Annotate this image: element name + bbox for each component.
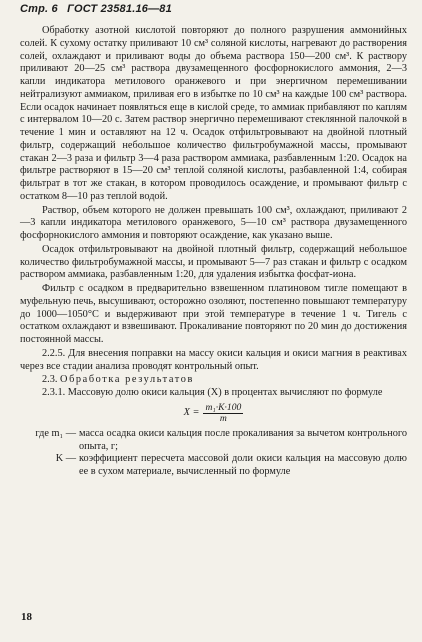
section-number: 2.3. — [42, 374, 58, 386]
document-body — [20, 25, 407, 479]
page-header — [20, 3, 178, 15]
formula-denominator: m — [219, 412, 227, 424]
definition-m1 — [20, 428, 407, 454]
page-number: 18 — [21, 611, 32, 623]
formula — [20, 403, 407, 424]
definition-desc: масса осадка окиси кальция после прокаливания за вычетом контрольного опыта, г; — [79, 427, 407, 452]
paragraph-3: Осадок отфильтровывают на двойной плотный фильтр, содержащий небольшое количество фильтробумажной массы, и промывают 5—7 раз стакан и фильтр с осадком раствором аммиака, разбавленным 1:20, для удаления избытка фосфат-иона. — [20, 243, 407, 281]
formula-fraction — [203, 403, 243, 424]
definition-desc: коэффициент пересчета массовой доли окиси кальция на массовую долю ее в сухом материале, вычисленный по формуле — [79, 453, 407, 477]
formula-numerator: m₁·K·100 — [205, 401, 242, 413]
formula-lhs: X = — [183, 406, 200, 418]
paragraph-2-2-5: 2.2.5. Для внесения поправки на массу окиси кальция и окиси магния в реактивах через все стадии анализа проводят контрольный опыт. — [20, 347, 407, 372]
paragraph-4: Фильтр с осадком в предварительно взвешенном платиновом тигле помещают в муфельную печь, высушивают, осторожно озоляют, постепенно повышают температуру до 1000—1050°С и выдерживают при этой температуре в течение 1 ч. Тигель с остатком охлаждают и взвешивают. Прокаливание повторяют по 20 мин до достижения постоянной массы. — [20, 283, 407, 345]
paragraph-2: Раствор, объем которого не должен превышать 100 см³, охлаждают, приливают 2—3 капли индикатора метилового оранжевого, 5—10 см³ раствора двузамещенного фосфорнокислого аммония и повторяют осаждение, как указано выше. — [20, 204, 407, 241]
section-heading — [20, 374, 407, 387]
definition-term: K — — [55, 453, 76, 465]
standard-code: ГОСТ 23581.16—81 — [67, 3, 172, 15]
page-label: Стр. 6 — [20, 3, 58, 15]
definition-term: где m₁ — — [35, 427, 76, 439]
paragraph-2-3-1: 2.3.1. Массовую долю окиси кальция (X) в процентах вычисляют по формуле — [42, 387, 383, 398]
paragraph-1: Обработку азотной кислотой повторяют до полного разрушения аммонийных солей. К сухому остатку приливают 10 см³ соляной кислоты, нагревают до растворения солей, охлаждают и приливают воды до объема раствора 150—200 см³. К раствору приливают 20—25 см³ раствора двузамещенного фосфорнокислого аммония, 2—3 капли индикатора метилового оранжевого и при энергичном перемешивании нейтрализуют аммиаком, приливая его в избытке по 10 см³ на каждые 100 см³ раствора. Если осадок начинает появляться еще в кислой среде, то аммиак прибавляют по каплям с интервалом 10—20 с. Затем раствор энергично перемешивают стеклянной палочкой в течение 1 мин и оставляют на 12 ч. Осадок отфильтровывают на двойной плотный фильтр, содержащий небольшое количество фильтробумажной массы, промывают стакан 2—3 раза и фильтр 3—4 раза раствором аммиака, разбавленным 1:20. Осадок на фильтре растворяют в 15—20 см³ теплой соляной кислоты, разбавленной 1:4, собирая фильтрат в тот же стакан, в котором проводилось осаждение, и промывают фильтр с остатком 8—10 раз теплой водой. — [20, 25, 407, 202]
section-title: Обработка результатов — [60, 374, 194, 386]
definition-k — [20, 453, 407, 479]
